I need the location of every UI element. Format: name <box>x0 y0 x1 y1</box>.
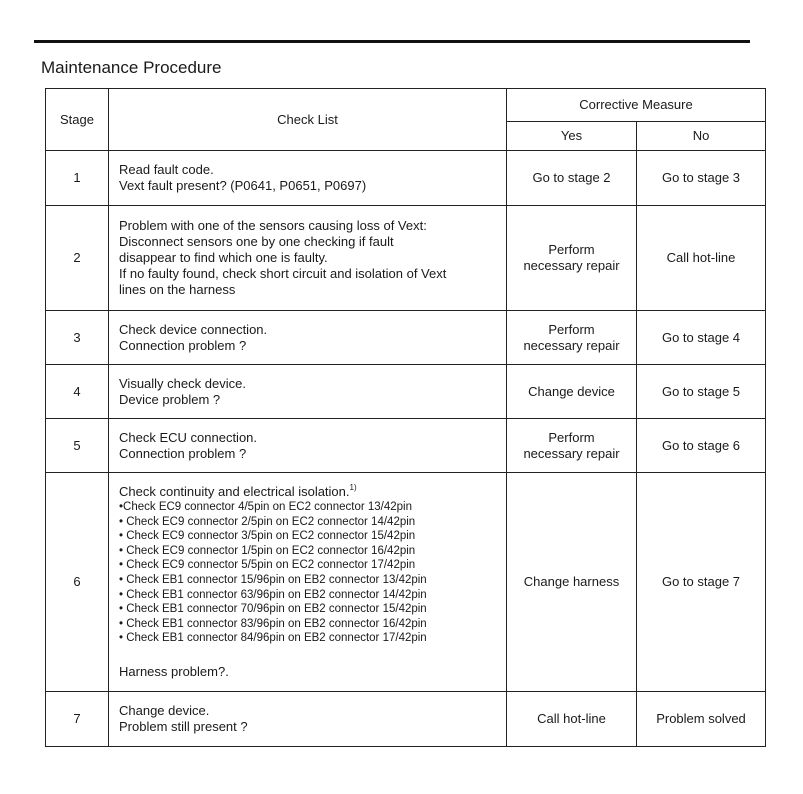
corrective-no-text: Go to stage 7 <box>661 574 741 589</box>
table-row <box>46 365 766 419</box>
check-sub-item: • Check EB1 connector 70/96pin on EB2 connector 15/42pin <box>119 603 427 616</box>
corrective-yes-cell <box>507 692 637 747</box>
corrective-yes-text: necessary repair <box>523 337 620 353</box>
check-sub-item: • Check EB1 connector 63/96pin on EB2 connector 14/42pin <box>119 588 427 601</box>
check-line: Read fault code. <box>119 162 214 177</box>
check-line: Connection problem ? <box>119 337 247 353</box>
check-line: Problem with one of the sensors causing loss of Vext: <box>119 218 427 233</box>
check-intro-text: Check continuity and electrical isolation. <box>119 484 350 500</box>
header-yes: Yes <box>507 122 637 151</box>
footnote-mark: 1) <box>349 483 357 493</box>
corrective-yes-cell <box>507 473 637 692</box>
stage-number: 2 <box>46 206 109 311</box>
check-sub-item: • Check EC9 connector 2/5pin on EC2 connector 14/42pin <box>119 515 416 528</box>
table-row <box>46 692 766 747</box>
check-list-cell <box>109 692 507 747</box>
check-sub-item: • Check EB1 connector 83/96pin on EB2 connector 16/42pin <box>119 617 427 630</box>
corrective-no-cell <box>637 151 766 206</box>
table-row <box>46 311 766 365</box>
check-line: Visually check device. <box>119 375 246 391</box>
corrective-yes-cell <box>507 365 637 419</box>
check-list-cell <box>109 419 507 473</box>
corrective-yes-cell <box>507 151 637 206</box>
check-line: Problem still present ? <box>119 719 248 734</box>
table-row <box>46 206 766 311</box>
check-line: Disconnect sensors one by one checking if fault <box>119 234 394 249</box>
check-list-cell <box>109 473 507 692</box>
corrective-yes-text: Change device <box>528 383 615 399</box>
stage-number: 7 <box>46 692 109 747</box>
check-line: Change device. <box>119 703 210 718</box>
corrective-yes-cell <box>507 206 637 311</box>
check-line: Device problem ? <box>119 391 221 407</box>
check-line: Connection problem ? <box>119 445 247 461</box>
header-no: No <box>637 122 766 151</box>
check-sub-item: • Check EC9 connector 5/5pin on EC2 connector 17/42pin <box>119 559 416 572</box>
spacer <box>119 646 500 664</box>
maintenance-table <box>45 88 766 747</box>
corrective-yes-text: necessary repair <box>523 258 620 273</box>
stage-number: 1 <box>46 151 109 206</box>
check-list-cell <box>109 206 507 311</box>
check-list-cell <box>109 151 507 206</box>
check-line: Check device connection. <box>119 321 268 337</box>
check-line: Check ECU connection. <box>119 429 258 445</box>
page-title: Maintenance Procedure <box>41 58 222 77</box>
check-line: Vext fault present? (P0641, P0651, P0697) <box>119 178 367 193</box>
corrective-no-cell <box>637 311 766 365</box>
corrective-yes-cell <box>507 419 637 473</box>
check-list-cell <box>109 311 507 365</box>
check-outro: Harness problem?. <box>119 663 229 679</box>
check-line: disappear to find which one is faulty. <box>119 250 328 265</box>
table-row <box>46 473 766 692</box>
stage-number: 3 <box>46 311 109 365</box>
corrective-no-text: Go to stage 5 <box>661 383 741 399</box>
check-sub-item: • Check EB1 connector 15/96pin on EB2 connector 13/42pin <box>119 574 427 586</box>
corrective-no-text: Problem solved <box>656 711 746 726</box>
corrective-yes-text: necessary repair <box>523 445 620 461</box>
check-sub-item: • Check EC9 connector 1/5pin on EC2 connector 16/42pin <box>119 544 416 557</box>
table-row <box>46 151 766 206</box>
check-intro <box>119 484 500 500</box>
corrective-yes-text: Call hot-line <box>537 711 606 726</box>
corrective-no-text: Go to stage 6 <box>661 437 741 453</box>
check-line: lines on the harness <box>119 282 236 297</box>
corrective-no-text: Go to stage 4 <box>661 329 741 345</box>
corrective-yes-text: Perform <box>548 429 595 445</box>
stage-number: 6 <box>46 473 109 692</box>
corrective-no-cell <box>637 365 766 419</box>
table-row <box>46 419 766 473</box>
corrective-no-text: Call hot-line <box>666 250 736 265</box>
corrective-yes-text: Go to stage 2 <box>532 170 611 185</box>
check-sub-item: • Check EC9 connector 3/5pin on EC2 connector 15/42pin <box>119 530 416 543</box>
corrective-no-cell <box>637 419 766 473</box>
top-rule <box>34 40 750 43</box>
stage-number: 5 <box>46 419 109 473</box>
header-checklist: Check List <box>109 89 507 151</box>
corrective-no-cell <box>637 206 766 311</box>
corrective-yes-cell <box>507 311 637 365</box>
stage-number: 4 <box>46 365 109 419</box>
corrective-no-text: Go to stage 3 <box>661 170 741 185</box>
corrective-yes-text: Change harness <box>523 574 620 589</box>
corrective-no-cell <box>637 473 766 692</box>
corrective-yes-text: Perform <box>548 321 595 337</box>
check-list-cell <box>109 365 507 419</box>
header-stage: Stage <box>46 89 109 151</box>
check-sub-item: • Check EB1 connector 84/96pin on EB2 connector 17/42pin <box>119 632 427 645</box>
check-sub-item: •Check EC9 connector 4/5pin on EC2 connector 13/42pin <box>119 501 412 514</box>
header-corrective-measure: Corrective Measure <box>507 89 766 122</box>
check-line: If no faulty found, check short circuit and isolation of Vext <box>119 266 447 281</box>
corrective-no-cell <box>637 692 766 747</box>
corrective-yes-text: Perform <box>548 242 595 257</box>
